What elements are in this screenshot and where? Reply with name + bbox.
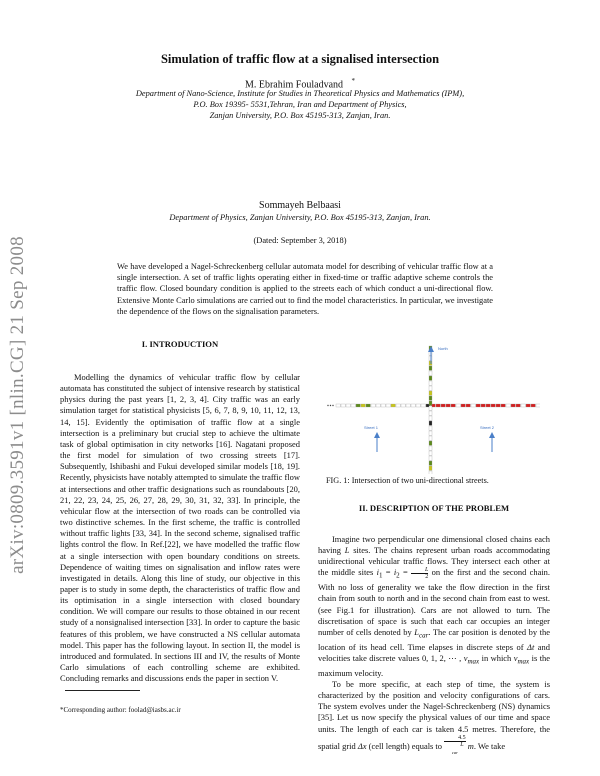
section-2-heading: II. DESCRIPTION OF THE PROBLEM <box>358 503 510 513</box>
street-1-cell <box>429 421 432 425</box>
street-2-cell <box>436 404 440 407</box>
street-2-cell <box>521 404 525 407</box>
affiliation-2: Department of Physics, Zanjan University, P.O. Box 45195-313, Zanjan, Iran. <box>169 213 431 222</box>
affiliation-1-line1: Department of Nano-Science, Institute for Studies in Theoretical Physics and Mathematics (IPM), <box>135 89 465 98</box>
street-2-cell <box>466 404 470 407</box>
street-2-ellipsis-dot <box>327 405 328 406</box>
street-1-cell <box>429 406 432 410</box>
figure-1 <box>326 344 540 474</box>
street-2-cell <box>366 404 370 407</box>
author-1-mark: * <box>351 77 356 85</box>
affiliation-1-line3: Zanjan University, P.O. Box 45195-313, Zanjan, Iran. <box>209 111 391 120</box>
street-2-cells <box>327 404 540 407</box>
intersection-diagram <box>326 344 540 474</box>
street-2-ellipsis-dot <box>330 405 331 406</box>
street-1-cell <box>429 396 432 400</box>
author-1-name: M. Ebrahim Fouladvand <box>244 79 344 91</box>
street-1-cell <box>429 411 432 415</box>
street-2-cell <box>456 404 460 407</box>
intro-column <box>60 372 300 684</box>
street-2-cell <box>411 404 415 407</box>
street-2-ellipsis-dot <box>332 405 333 406</box>
street-2-cell <box>536 404 540 407</box>
street-1-cell <box>429 446 432 450</box>
street-1-cell <box>429 456 432 460</box>
street-2-cell <box>361 404 365 407</box>
street-1-cell <box>429 451 432 455</box>
street-2-cell <box>441 404 445 407</box>
section-2-paragraph-2: To be more specific, at each step of time, the system is characterized by the position and velocity configurations of cars. The system evolves under the Nagel-Schreckenberg (NS) dynamics [35]. Let us now specify the physical values of our time and space units. The length of each car is taken 4.5 metres. Therefore, the spatial grid Δx (cell length) equals to 4.5 L $_{car}$ m. We take <box>318 678 550 755</box>
street-1-cell <box>429 366 432 370</box>
section-2-column <box>318 534 550 756</box>
section-2-paragraph-1: Imagine two perpendicular one dimensional closed chains each having L sites. The chains represent urban roads accommodating unidirectional vehicular traffic flows. They intersect each other at the middle sites $i_1 = i_2$ = $\frac{L}{2}$ on the first and the second chain. With no loss of generality we take the flow direction in the first chain from south to north and in the second chain from east to west. (see Fig.1 for illustration). Cars are not allowed to turn. The discretisation of space is such that each car occupies an integer number of cells denoted by $L_{car}$. The car position is denoted by the location of its head cell. Time elapses in discrete steps of Δt and velocities take discrete values 0, 1, 2, ⋯ , $v_{max}$ in which $v_{max}$ is the maximum velocity. <box>318 534 550 678</box>
street-2-cell <box>336 404 340 407</box>
street-2-cell <box>416 404 420 407</box>
street-1-cell <box>429 461 432 465</box>
street-1-cell <box>429 401 432 405</box>
street-2-cell <box>511 404 515 407</box>
street-1-cells <box>429 346 432 474</box>
intro-paragraph: Modelling the dynamics of vehicular traffic flow by cellular automata has constituted the subject of intensive research by statistical physics during the past years [1, 2, 3, 4]. City traffic was an early simulation target for statistical physicists [5, 6, 7, 8, 9, 10, 11, 12, 13, 14, 15]. Evidently the optimisation of traffic flow at a single intersection is a preliminary but crucial step to achieve the ultimate task of global optimisation in city networks [16]. Nagatani proposed the first model for simulation of two crossing streets [17]. Subsequently, Ishibashi and Fukui developed similar models [18, 19]. Recently, physicists have notably attempted to simulate the traffic flow at intersections and other traffic designations such as roundabouts [20, 21, 22, 23, 24, 25, 26, 27, 28, 29, 30, 31, 32, 33]. In principle, the vehicular flow at the intersection of two roads can be controlled via two distinctive schemes. In the first scheme, the traffic is controlled without traffic lights [33, 34]. In the second scheme, signalised traffic lights control the flow. In Ref.[22], we have modelled the traffic flow at a single intersection with open boundary conditions on streets. Dependence of waiting times on signalisation and inflow rates were investigated in details. Along this line of study, our objective in this paper is to study in some depth, the characteristics of traffic flow and its optimisation in a single intersection with closed boundary condition. We will compare our results to those obtained in our recent study of a nonsignalised intersection [33]. In order to capture the basic features of this problem, we have constructed a NS cellular automata model. This paper has the following layout. In section II, the model is introduced and formulated. In sections III and IV, the results of Monte Carlo simulations of each controlling scheme are exhibited. Concluding remarks and discussions ends the paper in section V. <box>60 372 300 684</box>
figure-1-caption: FIG. 1: Intersection of two uni-directional streets. <box>326 476 489 485</box>
street-2-cell <box>356 404 360 407</box>
street-2-cell <box>421 404 425 407</box>
street-2-cell <box>381 404 385 407</box>
affiliation-1 <box>90 88 510 121</box>
street-2-cell <box>386 404 390 407</box>
street-2-cell <box>451 404 455 407</box>
footnote-rule <box>65 690 140 691</box>
street-2-cell <box>396 404 400 407</box>
date: (Dated: September 3, 2018) <box>253 236 347 245</box>
street-1-cell <box>429 386 432 390</box>
street-2-arrow-head <box>489 432 495 438</box>
street-2-cell <box>471 404 475 407</box>
street-2-label: Street 2 <box>480 425 495 430</box>
street-2-cell <box>371 404 375 407</box>
arxiv-id: arXiv:0809.3591v1 [nlin.CG] 21 Sep 2008 <box>7 236 29 574</box>
street-1-cell <box>429 416 432 420</box>
street-2-cell <box>496 404 500 407</box>
section-1-heading: I. INTRODUCTION <box>141 339 219 349</box>
street-1-label: Street 1 <box>364 425 379 430</box>
street-2-cell <box>406 404 410 407</box>
paper-title: Simulation of traffic flow at a signalised intersection <box>160 52 440 66</box>
street-2-cell <box>461 404 465 407</box>
street-2-cell <box>516 404 520 407</box>
street-1-cell <box>429 381 432 385</box>
street-1-arrow-head <box>374 432 380 438</box>
street-1-cell <box>429 426 432 430</box>
street-1-cell <box>429 371 432 375</box>
abstract: We have developed a Nagel-Schreckenberg cellular automata model for describing of vehicular traffic flow at a single intersection. A set of traffic lights operating either in fixed-time or traffic adaptive scheme controls the traffic flow. Closed boundary condition is applied to the streets each of which conduct a uni-directional flow. Extensive Monte Carlo simulations are carried out to find the model characteristics. In particular, we investigate the dependence of the flows on the signalisation parameters. <box>117 262 493 316</box>
street-1-cell <box>429 436 432 440</box>
street-1-cell <box>429 466 432 470</box>
street-2-cell <box>486 404 490 407</box>
street-2-cell <box>446 404 450 407</box>
street-1-cell <box>429 471 432 474</box>
street-2-cell <box>391 404 395 407</box>
street-2-cell <box>481 404 485 407</box>
street-2-cell <box>376 404 380 407</box>
street-2-cell <box>346 404 350 407</box>
street-2-cell <box>341 404 345 407</box>
footnote: *Corresponding author: foolad@iasbs.ac.ir <box>60 706 181 714</box>
street-2-cell <box>491 404 495 407</box>
street-2-cell <box>531 404 535 407</box>
street-1-cell <box>429 376 432 380</box>
street-1-cell <box>429 431 432 435</box>
affiliation-1-line2: P.O. Box 19395- 5531,Tehran, Iran and Department of Physics, <box>193 100 407 109</box>
author-2: Sommayeh Belbaasi <box>259 200 341 211</box>
street-2-cell <box>506 404 510 407</box>
north-label: North <box>438 346 448 351</box>
street-2-cell <box>476 404 480 407</box>
street-2-cell <box>501 404 505 407</box>
street-2-cell <box>351 404 355 407</box>
street-1-cell <box>429 391 432 395</box>
street-2-cell <box>401 404 405 407</box>
street-1-cell <box>429 441 432 445</box>
street-2-cell <box>526 404 530 407</box>
arxiv-stamp <box>2 215 34 595</box>
